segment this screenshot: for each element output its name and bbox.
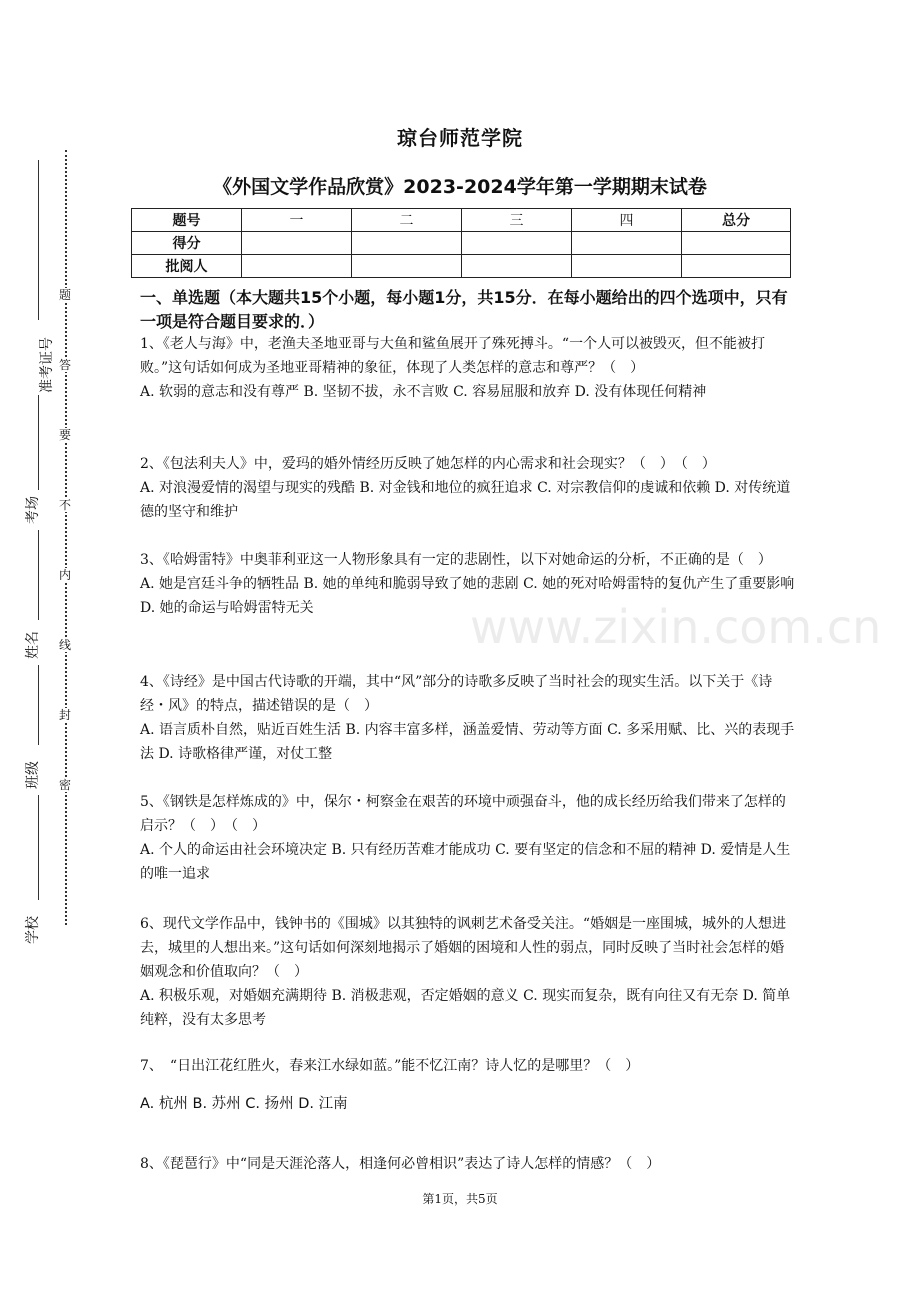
- table-header-cell: 四: [572, 209, 682, 232]
- seal-char: 题: [58, 288, 71, 302]
- score-cell[interactable]: [242, 232, 352, 255]
- table-row: [132, 232, 791, 255]
- question-stem: 1、《老人与海》中，老渔夫圣地亚哥与大鱼和鲨鱼展开了殊死搏斗。“一个人可以被毁灭，但不能被打败。”这句话如何成为圣地亚哥精神的象征，体现了人类怎样的意志和尊严？（ ）: [140, 336, 766, 376]
- grader-cell[interactable]: [572, 255, 682, 278]
- question-6: [140, 912, 795, 1032]
- field-underline: [38, 795, 39, 900]
- seal-char: 要: [58, 428, 71, 442]
- seal-char: 封: [58, 708, 71, 722]
- score-cell[interactable]: [462, 232, 572, 255]
- question-options: A. 语言质朴自然，贴近百姓生活 B. 内容丰富多样，涵盖爱情、劳动等方面 C. 多采用赋、比、兴的表现手法 D. 诗歌格律严谨，对仗工整: [140, 722, 795, 762]
- score-cell[interactable]: [572, 232, 682, 255]
- question-7: [140, 1054, 795, 1116]
- table-header-cell: 批阅人: [132, 255, 242, 278]
- exam-title: 《外国文学作品欣赏》2023-2024学年第一学期期末试卷: [213, 176, 707, 198]
- seal-char: 不: [58, 498, 71, 512]
- section-heading: 一、单选题（本大题共15个小题，每小题1分，共15分．在每小题给出的四个选项中，只有一项是符合题目要求的．）: [140, 288, 788, 331]
- field-underline: [38, 530, 39, 620]
- table-header-cell: 一: [242, 209, 352, 232]
- question-8: [140, 1152, 795, 1176]
- question-stem: 2、《包法利夫人》中，爱玛的婚外情经历反映了她怎样的内心需求和社会现实？（ ） （ ）: [140, 456, 716, 472]
- question-stem: 6、现代文学作品中，钱钟书的《围城》以其独特的讽刺艺术备受关注。“婚姻是一座围城，城外的人想进去，城里的人想出来。”这句话如何深刻地揭示了婚姻的困境和人性的弱点，同时反映了当时社会怎样的婚姻观念和价值取向？（ ）: [140, 916, 787, 980]
- score-cell[interactable]: [352, 232, 462, 255]
- table-header-cell: 题号: [132, 209, 242, 232]
- field-underline: [38, 395, 39, 490]
- binding-dotted-line: [65, 150, 67, 925]
- question-options: A. 个人的命运由社会环境决定 B. 只有经历苦难才能成功 C. 要有坚定的信念和不屈的精神 D. 爱情是人生的唯一追求: [140, 842, 791, 882]
- question-5: [140, 790, 795, 886]
- class-label: 班级: [25, 761, 41, 789]
- watermark: www.zixin.com.cn: [470, 600, 882, 654]
- table-header-cell: 三: [462, 209, 572, 232]
- grader-cell[interactable]: [242, 255, 352, 278]
- exam-number-label: 准考证号: [39, 337, 55, 393]
- score-table: [131, 208, 791, 278]
- question-stem: 8、《琵琶行》中“同是天涯沦落人，相逢何必曾相识”表达了诗人怎样的情感？（ ）: [140, 1156, 661, 1172]
- seal-char: 线: [58, 638, 71, 652]
- grader-cell[interactable]: [352, 255, 462, 278]
- question-stem: 7、 “日出江花红胜火，春来江水绿如蓝。”能不忆江南？诗人忆的是哪里？（ ）: [140, 1058, 640, 1074]
- table-header-cell: 二: [352, 209, 462, 232]
- question-1: [140, 332, 795, 404]
- seal-char: 答: [58, 358, 71, 372]
- grader-cell[interactable]: [462, 255, 572, 278]
- question-2: [140, 452, 795, 524]
- question-options: A. 软弱的意志和没有尊严 B. 坚韧不拔，永不言败 C. 容易屈服和放弃 D. 没有体现任何精神: [140, 384, 707, 400]
- table-row: [132, 255, 791, 278]
- name-label: 姓名: [25, 631, 41, 659]
- school-label: 学校: [25, 916, 41, 944]
- question-options: A. 对浪漫爱情的渴望与现实的残酷 B. 对金钱和地位的疯狂追求 C. 对宗教信仰的虔诚和依赖 D. 对传统道德的坚守和维护: [140, 480, 791, 520]
- table-header-cell: 总分: [682, 209, 791, 232]
- grader-cell[interactable]: [682, 255, 791, 278]
- question-stem: 4、《诗经》是中国古代诗歌的开端，其中“风”部分的诗歌多反映了当时社会的现实生活。以下关于《诗经・风》的特点，描述错误的是（ ）: [140, 674, 773, 714]
- school-name: 琼台师范学院: [397, 126, 523, 150]
- question-options: A. 她是宫廷斗争的牺牲品 B. 她的单纯和脆弱导致了她的悲剧 C. 她的死对哈姆雷特的复仇产生了重要影响 D. 她的命运与哈姆雷特无关: [140, 576, 795, 616]
- table-row: [132, 209, 791, 232]
- question-stem: 5、《钢铁是怎样炼成的》中，保尔・柯察金在艰苦的环境中顽强奋斗，他的成长经历给我们带来了怎样的启示？（ ） （ ）: [140, 794, 786, 834]
- field-underline: [38, 665, 39, 745]
- score-cell[interactable]: [682, 232, 791, 255]
- page-footer: 第1页，共5页: [422, 1192, 498, 1206]
- question-stem: 3、《哈姆雷特》中奥菲利亚这一人物形象具有一定的悲剧性，以下对她命运的分析，不正确的是（ ）: [140, 552, 772, 568]
- exam-room-label: 考场: [25, 496, 41, 524]
- question-options: A. 积极乐观，对婚姻充满期待 B. 消极悲观，否定婚姻的意义 C. 现实而复杂，既有向往又有无奈 D. 简单纯粹，没有太多思考: [140, 988, 791, 1028]
- seal-char: 内: [58, 568, 71, 582]
- question-options: A. 杭州 B. 苏州 C. 扬州 D. 江南: [140, 1096, 348, 1112]
- seal-char: 密: [58, 778, 71, 792]
- question-4: [140, 670, 795, 766]
- table-header-cell: 得分: [132, 232, 242, 255]
